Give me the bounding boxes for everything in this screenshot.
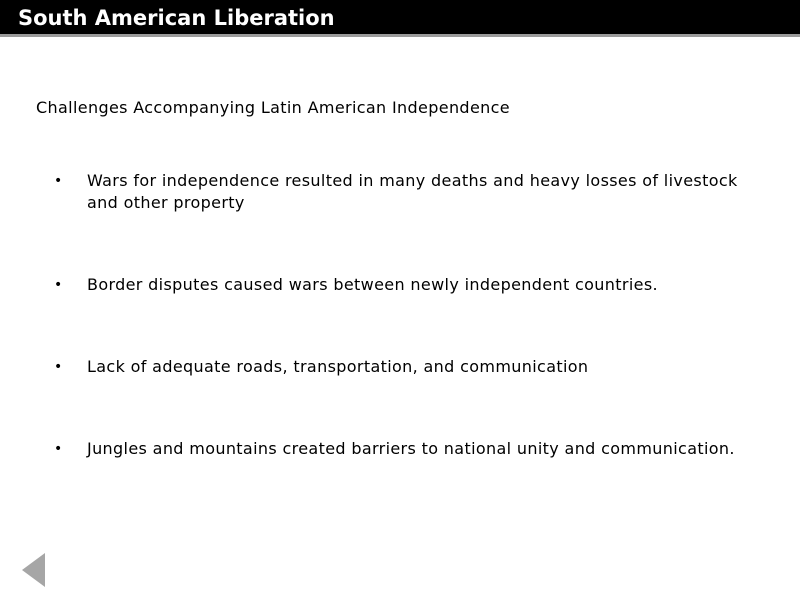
bullet-icon: • <box>54 277 63 293</box>
bullet-icon: • <box>54 359 63 375</box>
back-button[interactable] <box>22 553 46 587</box>
slide-title: South American Liberation <box>18 6 335 30</box>
bullet-text: Lack of adequate roads, transportation, and communication <box>87 357 589 376</box>
bullet-icon: • <box>54 441 63 457</box>
bullet-text: Wars for independence resulted in many deaths and heavy losses of livestock and other property <box>87 171 738 212</box>
bullet-text: Border disputes caused wars between newly independent countries. <box>87 275 658 294</box>
slide-subtitle: Challenges Accompanying Latin American Independence <box>36 98 510 117</box>
bullet-text: Jungles and mountains created barriers to national unity and communication. <box>87 439 735 458</box>
bullet-icon: • <box>54 173 63 189</box>
triangle-left-icon <box>22 553 46 587</box>
